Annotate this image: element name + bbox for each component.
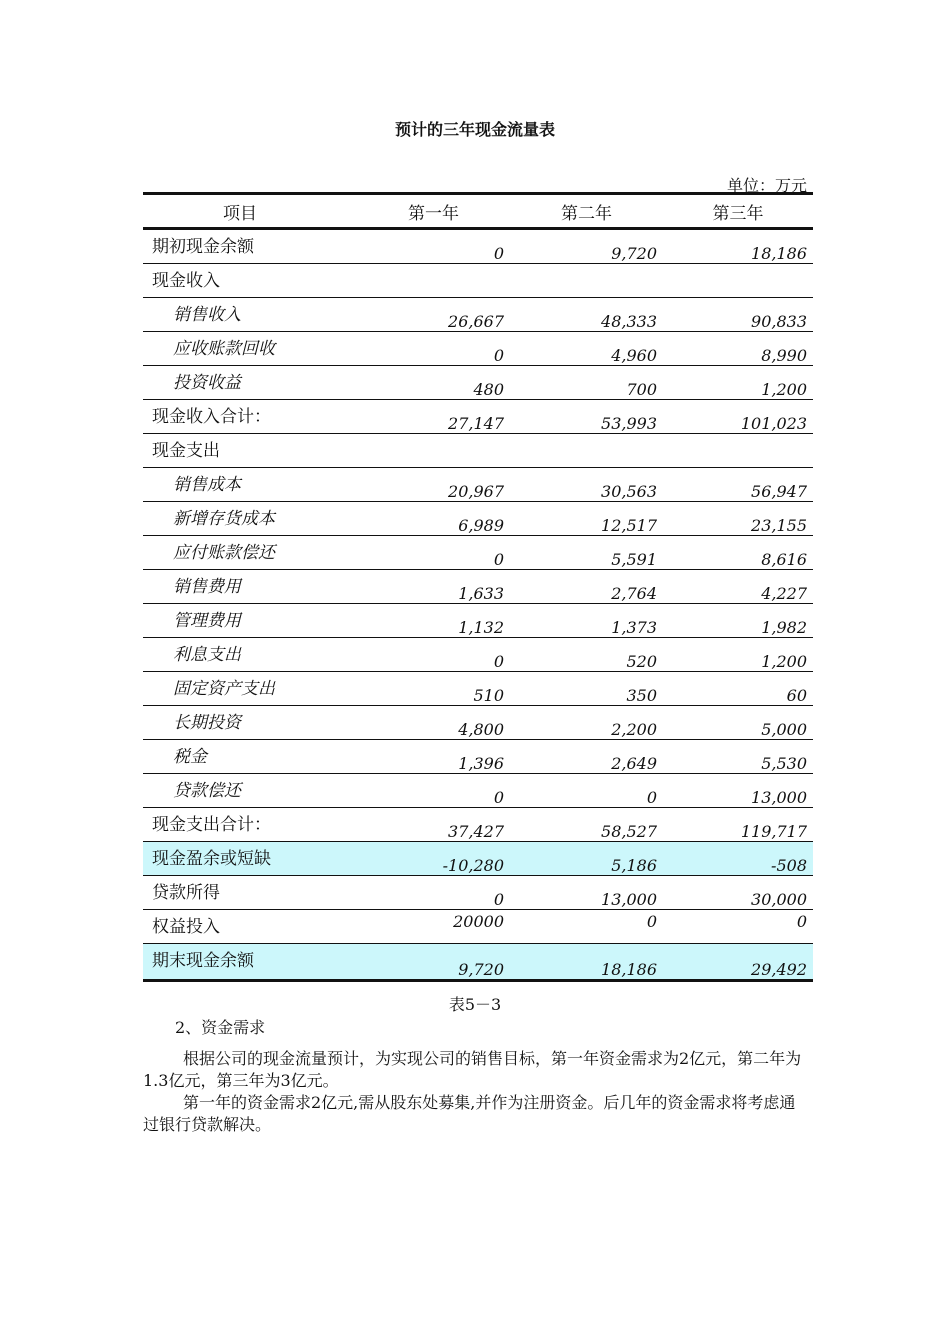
row-label: 销售收入 <box>143 298 357 332</box>
cell-year-2: 58,527 <box>510 808 663 842</box>
row-label: 贷款所得 <box>143 876 357 910</box>
table-caption: 表5－3 <box>448 995 502 1014</box>
cell-year-1: 6,989 <box>357 502 510 536</box>
cell-year-3: 1,200 <box>663 366 813 400</box>
table-row <box>143 434 813 468</box>
cell-year-1: 27,147 <box>357 400 510 434</box>
table-row <box>143 366 813 400</box>
cell-year-2: 5,591 <box>510 536 663 570</box>
row-label: 税金 <box>143 740 357 774</box>
cell-year-1: 0 <box>357 332 510 366</box>
row-label: 现金收入合计： <box>143 400 357 434</box>
table-row <box>143 536 813 570</box>
row-label: 应付账款偿还 <box>143 536 357 570</box>
table-row <box>143 706 813 740</box>
cell-year-3: -508 <box>663 842 813 876</box>
table-row <box>143 502 813 536</box>
cell-year-1: 1,132 <box>357 604 510 638</box>
cell-year-1: 0 <box>357 638 510 672</box>
paragraph: 根据公司的现金流量预计，为实现公司的销售目标，第一年资金需求为2亿元，第二年为1.3亿元，第三年为3亿元。 <box>143 1049 802 1090</box>
row-label: 管理费用 <box>143 604 357 638</box>
cell-year-1: 0 <box>357 536 510 570</box>
table-row <box>143 298 813 332</box>
cell-year-1 <box>357 434 510 468</box>
table-row <box>143 604 813 638</box>
table-body <box>143 229 813 981</box>
cell-year-1: 0 <box>357 774 510 808</box>
table-title: 预计的三年现金流量表 <box>394 120 555 139</box>
cell-year-3: 101,023 <box>663 400 813 434</box>
row-label: 应收账款回收 <box>143 332 357 366</box>
cell-year-1: 20000 <box>357 910 510 944</box>
cell-year-3: 4,227 <box>663 570 813 604</box>
row-label: 固定资产支出 <box>143 672 357 706</box>
cell-year-2: 2,649 <box>510 740 663 774</box>
cell-year-2 <box>510 434 663 468</box>
header-item: 项目 <box>143 194 357 229</box>
table-row <box>143 842 813 876</box>
table-row <box>143 944 813 981</box>
table-row <box>143 638 813 672</box>
section-heading: 2、资金需求 <box>175 1018 266 1037</box>
table-row <box>143 570 813 604</box>
cell-year-1: -10,280 <box>357 842 510 876</box>
cell-year-1: 1,633 <box>357 570 510 604</box>
cell-year-2: 2,200 <box>510 706 663 740</box>
cell-year-1: 9,720 <box>357 944 510 981</box>
unit-label: 单位：万元 <box>726 176 807 195</box>
cell-year-2: 1,373 <box>510 604 663 638</box>
cell-year-1: 0 <box>357 229 510 264</box>
header-year-1: 第一年 <box>357 194 510 229</box>
row-label: 权益投入 <box>143 910 357 944</box>
row-label: 现金收入 <box>143 264 357 298</box>
cell-year-3: 119,717 <box>663 808 813 842</box>
cell-year-2: 0 <box>510 774 663 808</box>
cell-year-1: 26,667 <box>357 298 510 332</box>
cell-year-2: 48,333 <box>510 298 663 332</box>
row-label: 利息支出 <box>143 638 357 672</box>
cell-year-1: 0 <box>357 876 510 910</box>
cell-year-3: 1,982 <box>663 604 813 638</box>
cell-year-3 <box>663 264 813 298</box>
cell-year-3: 1,200 <box>663 638 813 672</box>
cell-year-3: 29,492 <box>663 944 813 981</box>
table-row <box>143 876 813 910</box>
row-label: 贷款偿还 <box>143 774 357 808</box>
cell-year-3: 13,000 <box>663 774 813 808</box>
cell-year-3: 8,990 <box>663 332 813 366</box>
table-row <box>143 332 813 366</box>
cell-year-3 <box>663 434 813 468</box>
row-label: 现金支出 <box>143 434 357 468</box>
cell-year-1: 37,427 <box>357 808 510 842</box>
cell-year-2: 2,764 <box>510 570 663 604</box>
cell-year-2: 18,186 <box>510 944 663 981</box>
table-row <box>143 672 813 706</box>
table-row <box>143 400 813 434</box>
paragraph: 第一年的资金需求2亿元,需从股东处募集,并作为注册资金。后几年的资金需求将考虑通过银行贷款解决。 <box>143 1093 796 1134</box>
table-row <box>143 740 813 774</box>
cell-year-1 <box>357 264 510 298</box>
cell-year-2: 350 <box>510 672 663 706</box>
cell-year-3: 90,833 <box>663 298 813 332</box>
row-label: 新增存货成本 <box>143 502 357 536</box>
row-label: 销售成本 <box>143 468 357 502</box>
cell-year-3: 18,186 <box>663 229 813 264</box>
table-row <box>143 264 813 298</box>
cell-year-3: 5,000 <box>663 706 813 740</box>
header-row <box>143 194 813 229</box>
cell-year-2: 30,563 <box>510 468 663 502</box>
table-header <box>143 194 813 229</box>
cell-year-3: 8,616 <box>663 536 813 570</box>
row-label: 投资收益 <box>143 366 357 400</box>
cell-year-2: 4,960 <box>510 332 663 366</box>
cell-year-2 <box>510 264 663 298</box>
cell-year-2: 53,993 <box>510 400 663 434</box>
cell-year-3: 0 <box>663 910 813 944</box>
cell-year-2: 700 <box>510 366 663 400</box>
cell-year-1: 480 <box>357 366 510 400</box>
cell-year-3: 60 <box>663 672 813 706</box>
cell-year-1: 1,396 <box>357 740 510 774</box>
cash-flow-table <box>143 192 813 982</box>
table-row <box>143 808 813 842</box>
row-label: 现金支出合计： <box>143 808 357 842</box>
table-row <box>143 229 813 264</box>
cell-year-3: 23,155 <box>663 502 813 536</box>
table-row <box>143 910 813 944</box>
header-year-3: 第三年 <box>663 194 813 229</box>
cell-year-3: 30,000 <box>663 876 813 910</box>
table-row <box>143 774 813 808</box>
cell-year-1: 510 <box>357 672 510 706</box>
cell-year-2: 12,517 <box>510 502 663 536</box>
cell-year-2: 9,720 <box>510 229 663 264</box>
cell-year-1: 4,800 <box>357 706 510 740</box>
cell-year-2: 520 <box>510 638 663 672</box>
row-label: 销售费用 <box>143 570 357 604</box>
table-row <box>143 468 813 502</box>
cell-year-2: 5,186 <box>510 842 663 876</box>
cell-year-1: 20,967 <box>357 468 510 502</box>
cell-year-2: 0 <box>510 910 663 944</box>
cell-year-3: 5,530 <box>663 740 813 774</box>
cell-year-3: 56,947 <box>663 468 813 502</box>
row-label: 期初现金余额 <box>143 229 357 264</box>
row-label: 长期投资 <box>143 706 357 740</box>
cell-year-2: 13,000 <box>510 876 663 910</box>
row-label: 现金盈余或短缺 <box>143 842 357 876</box>
header-year-2: 第二年 <box>510 194 663 229</box>
row-label: 期末现金余额 <box>143 944 357 981</box>
